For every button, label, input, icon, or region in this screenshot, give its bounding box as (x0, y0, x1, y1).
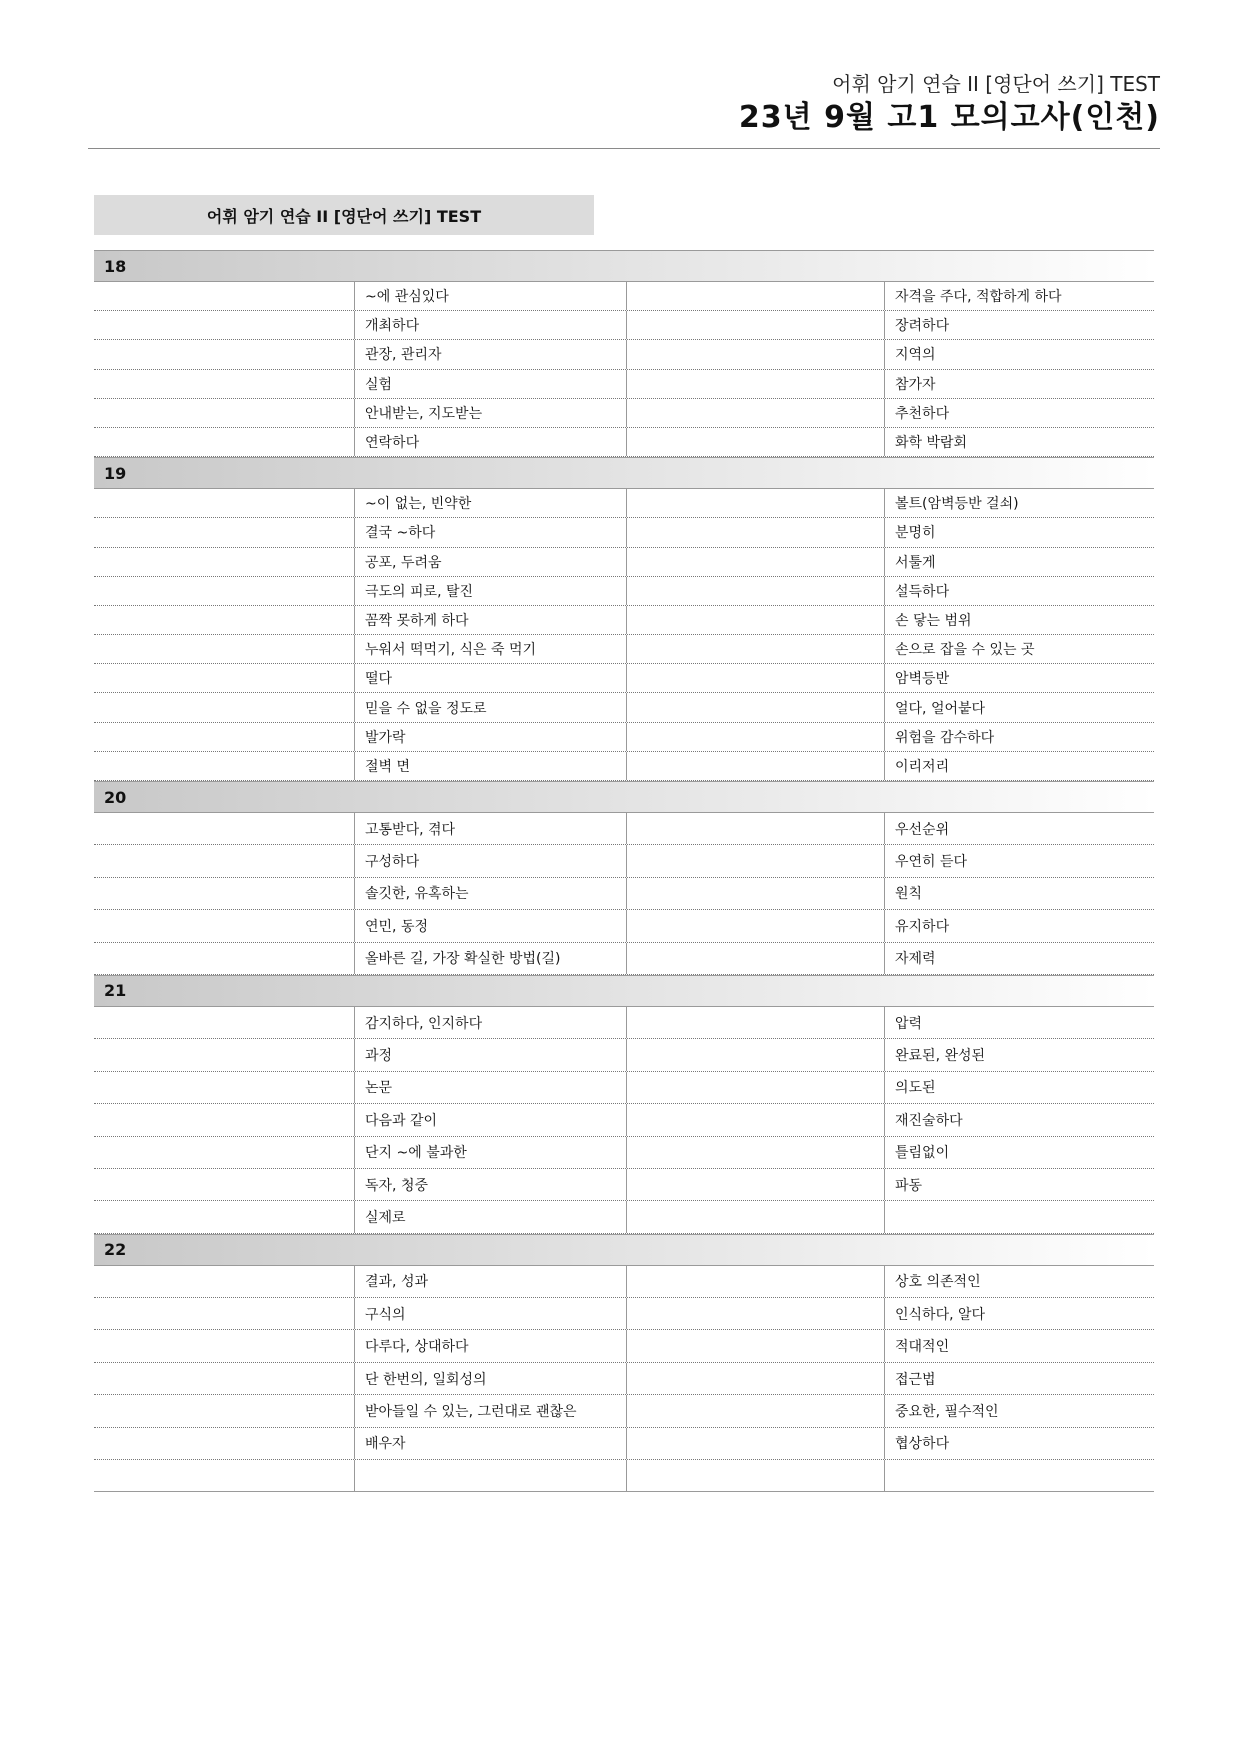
vocab-row (94, 1072, 1154, 1104)
answer-blank[interactable] (94, 1169, 354, 1200)
answer-blank[interactable] (94, 943, 354, 974)
answer-blank[interactable] (94, 1007, 354, 1038)
answer-blank[interactable] (626, 1298, 884, 1329)
answer-blank[interactable] (94, 1137, 354, 1168)
vocab-row (94, 752, 1154, 781)
meaning-cell: 손 닿는 범위 (884, 606, 1154, 634)
answer-blank[interactable] (626, 1104, 884, 1135)
meaning-cell: 우연히 듣다 (884, 845, 1154, 876)
meaning-cell: 분명히 (884, 518, 1154, 546)
meaning-cell: 극도의 피로, 탈진 (354, 577, 626, 605)
answer-blank[interactable] (626, 1395, 884, 1426)
answer-blank[interactable] (94, 1266, 354, 1297)
meaning-cell (884, 1201, 1154, 1232)
vocab-row (94, 664, 1154, 693)
meaning-cell: 솔깃한, 유혹하는 (354, 878, 626, 909)
answer-blank[interactable] (626, 664, 884, 692)
meaning-cell: 지역의 (884, 340, 1154, 368)
vocab-row (94, 1395, 1154, 1427)
header-title: 23년 9월 고1 모의고사(인천) (738, 100, 1160, 135)
meaning-cell: 개최하다 (354, 311, 626, 339)
meaning-cell: 중요한, 필수적인 (884, 1395, 1154, 1426)
answer-blank[interactable] (626, 1007, 884, 1038)
answer-blank[interactable] (94, 489, 354, 517)
answer-blank[interactable] (94, 282, 354, 310)
answer-blank[interactable] (94, 1395, 354, 1426)
meaning-cell: 단 한번의, 일회성의 (354, 1363, 626, 1394)
answer-blank[interactable] (626, 878, 884, 909)
meaning-cell: 상호 의존적인 (884, 1266, 1154, 1297)
vocab-row (94, 282, 1154, 311)
meaning-cell: 참가자 (884, 370, 1154, 398)
vocab-row (94, 1007, 1154, 1039)
vocab-row (94, 606, 1154, 635)
vocab-row (94, 428, 1154, 457)
vocab-row (94, 635, 1154, 664)
answer-blank[interactable] (626, 1330, 884, 1361)
meaning-cell: 장려하다 (884, 311, 1154, 339)
vocab-row (94, 1266, 1154, 1298)
answer-blank[interactable] (94, 1363, 354, 1394)
meaning-cell: 연락하다 (354, 428, 626, 456)
answer-blank[interactable] (626, 1201, 884, 1232)
answer-blank[interactable] (626, 943, 884, 974)
answer-blank[interactable] (626, 428, 884, 456)
meaning-cell: 압력 (884, 1007, 1154, 1038)
meaning-cell: 공포, 두려움 (354, 548, 626, 576)
vocab-row (94, 370, 1154, 399)
answer-blank[interactable] (94, 548, 354, 576)
answer-blank[interactable] (94, 723, 354, 751)
section-header: 21 (94, 975, 1154, 1007)
answer-blank[interactable] (94, 1298, 354, 1329)
meaning-cell: 절벽 면 (354, 752, 626, 780)
vocab-row (94, 548, 1154, 577)
answer-blank[interactable] (626, 845, 884, 876)
answer-blank[interactable] (626, 693, 884, 721)
vocab-row (94, 1460, 1154, 1492)
meaning-cell (884, 1460, 1154, 1491)
meaning-cell: 구식의 (354, 1298, 626, 1329)
vocab-row (94, 1137, 1154, 1169)
meaning-cell: 협상하다 (884, 1428, 1154, 1459)
answer-blank[interactable] (94, 878, 354, 909)
meaning-cell: 단지 ~에 불과한 (354, 1137, 626, 1168)
vocab-row (94, 1201, 1154, 1233)
answer-blank[interactable] (626, 1169, 884, 1200)
answer-blank[interactable] (94, 845, 354, 876)
answer-blank[interactable] (94, 752, 354, 780)
meaning-cell: 자제력 (884, 943, 1154, 974)
meaning-cell: 손으로 잡을 수 있는 곳 (884, 635, 1154, 663)
vocab-table (94, 250, 1154, 1492)
vocab-row (94, 693, 1154, 722)
meaning-cell: 인식하다, 알다 (884, 1298, 1154, 1329)
vocab-row (94, 1104, 1154, 1136)
meaning-cell: 설득하다 (884, 577, 1154, 605)
answer-blank[interactable] (94, 1072, 354, 1103)
vocab-row (94, 1428, 1154, 1460)
answer-blank[interactable] (626, 399, 884, 427)
meaning-cell: 화학 박람회 (884, 428, 1154, 456)
answer-blank[interactable] (626, 752, 884, 780)
meaning-cell: 실제로 (354, 1201, 626, 1232)
meaning-cell: 자격을 주다, 적합하게 하다 (884, 282, 1154, 310)
vocab-row (94, 910, 1154, 942)
vocab-row (94, 1169, 1154, 1201)
meaning-cell: 유지하다 (884, 910, 1154, 941)
vocab-row (94, 813, 1154, 845)
header-divider (88, 148, 1160, 149)
meaning-cell: 감지하다, 인지하다 (354, 1007, 626, 1038)
answer-blank[interactable] (94, 428, 354, 456)
answer-blank[interactable] (94, 693, 354, 721)
answer-blank[interactable] (626, 311, 884, 339)
meaning-cell: 독자, 청중 (354, 1169, 626, 1200)
meaning-cell: 발가락 (354, 723, 626, 751)
answer-blank[interactable] (626, 1363, 884, 1394)
vocab-row (94, 1363, 1154, 1395)
meaning-cell: 위험을 감수하다 (884, 723, 1154, 751)
answer-blank[interactable] (626, 548, 884, 576)
meaning-cell: 틀림없이 (884, 1137, 1154, 1168)
vocab-row (94, 723, 1154, 752)
section-header: 18 (94, 250, 1154, 282)
meaning-cell: 꼼짝 못하게 하다 (354, 606, 626, 634)
vocab-row (94, 1298, 1154, 1330)
meaning-cell: 재진술하다 (884, 1104, 1154, 1135)
answer-blank[interactable] (626, 1072, 884, 1103)
answer-blank[interactable] (94, 635, 354, 663)
answer-blank[interactable] (94, 1460, 354, 1491)
meaning-cell: ~에 관심있다 (354, 282, 626, 310)
vocab-row (94, 845, 1154, 877)
answer-blank[interactable] (626, 489, 884, 517)
answer-blank[interactable] (94, 518, 354, 546)
meaning-cell: 연민, 동정 (354, 910, 626, 941)
meaning-cell: 파동 (884, 1169, 1154, 1200)
answer-blank[interactable] (94, 910, 354, 941)
meaning-cell: 의도된 (884, 1072, 1154, 1103)
meaning-cell: 이리저리 (884, 752, 1154, 780)
page-header (739, 70, 1160, 138)
vocab-row (94, 1039, 1154, 1071)
answer-blank[interactable] (626, 910, 884, 941)
answer-blank[interactable] (626, 606, 884, 634)
section-header: 20 (94, 781, 1154, 813)
meaning-cell: 완료된, 완성된 (884, 1039, 1154, 1070)
answer-blank[interactable] (626, 1266, 884, 1297)
meaning-cell: ~이 없는, 빈약한 (354, 489, 626, 517)
meaning-cell: 적대적인 (884, 1330, 1154, 1361)
meaning-cell: 믿을 수 없을 정도로 (354, 693, 626, 721)
vocab-row (94, 1330, 1154, 1362)
answer-blank[interactable] (94, 577, 354, 605)
meaning-cell: 논문 (354, 1072, 626, 1103)
meaning-cell: 결과, 성과 (354, 1266, 626, 1297)
answer-blank[interactable] (626, 518, 884, 546)
meaning-cell: 접근법 (884, 1363, 1154, 1394)
answer-blank[interactable] (626, 340, 884, 368)
meaning-cell: 다루다, 상대하다 (354, 1330, 626, 1361)
answer-blank[interactable] (626, 1039, 884, 1070)
vocab-row (94, 518, 1154, 547)
answer-blank[interactable] (94, 1330, 354, 1361)
meaning-cell: 올바른 길, 가장 확실한 방법(길) (354, 943, 626, 974)
answer-blank[interactable] (626, 577, 884, 605)
worksheet-title: 어휘 암기 연습 II [영단어 쓰기] TEST (94, 195, 594, 235)
answer-blank[interactable] (94, 370, 354, 398)
meaning-cell: 구성하다 (354, 845, 626, 876)
meaning-cell: 서툴게 (884, 548, 1154, 576)
vocab-row (94, 943, 1154, 975)
meaning-cell: 얼다, 얼어붙다 (884, 693, 1154, 721)
meaning-cell: 원칙 (884, 878, 1154, 909)
answer-blank[interactable] (94, 1428, 354, 1459)
vocab-row (94, 577, 1154, 606)
answer-blank[interactable] (94, 311, 354, 339)
answer-blank[interactable] (626, 1428, 884, 1459)
meaning-cell: 결국 ~하다 (354, 518, 626, 546)
header-subtitle: 어휘 암기 연습 II [영단어 쓰기] TEST (832, 72, 1160, 96)
meaning-cell: 고통받다, 겪다 (354, 813, 626, 844)
answer-blank[interactable] (94, 813, 354, 844)
answer-blank[interactable] (94, 399, 354, 427)
answer-blank[interactable] (94, 340, 354, 368)
meaning-cell: 다음과 같이 (354, 1104, 626, 1135)
meaning-cell: 볼트(암벽등반 걸쇠) (884, 489, 1154, 517)
answer-blank[interactable] (626, 1460, 884, 1491)
answer-blank[interactable] (94, 1104, 354, 1135)
vocab-row (94, 489, 1154, 518)
answer-blank[interactable] (626, 1137, 884, 1168)
meaning-cell: 배우자 (354, 1428, 626, 1459)
meaning-cell: 누워서 떡먹기, 식은 죽 먹기 (354, 635, 626, 663)
meaning-cell: 과정 (354, 1039, 626, 1070)
meaning-cell: 떨다 (354, 664, 626, 692)
vocab-row (94, 399, 1154, 428)
meaning-cell: 암벽등반 (884, 664, 1154, 692)
meaning-cell: 안내받는, 지도받는 (354, 399, 626, 427)
answer-blank[interactable] (94, 606, 354, 634)
vocab-row (94, 878, 1154, 910)
answer-blank[interactable] (626, 282, 884, 310)
meaning-cell: 받아들일 수 있는, 그런대로 괜찮은 (354, 1395, 626, 1426)
meaning-cell: 추천하다 (884, 399, 1154, 427)
vocab-row (94, 311, 1154, 340)
answer-blank[interactable] (94, 1039, 354, 1070)
meaning-cell: 실험 (354, 370, 626, 398)
section-header: 22 (94, 1234, 1154, 1266)
meaning-cell: 우선순위 (884, 813, 1154, 844)
section-header: 19 (94, 457, 1154, 489)
answer-blank[interactable] (626, 723, 884, 751)
answer-blank[interactable] (94, 664, 354, 692)
answer-blank[interactable] (626, 813, 884, 844)
answer-blank[interactable] (626, 370, 884, 398)
vocab-row (94, 340, 1154, 369)
meaning-cell: 관장, 관리자 (354, 340, 626, 368)
meaning-cell (354, 1460, 626, 1491)
answer-blank[interactable] (94, 1201, 354, 1232)
answer-blank[interactable] (626, 635, 884, 663)
